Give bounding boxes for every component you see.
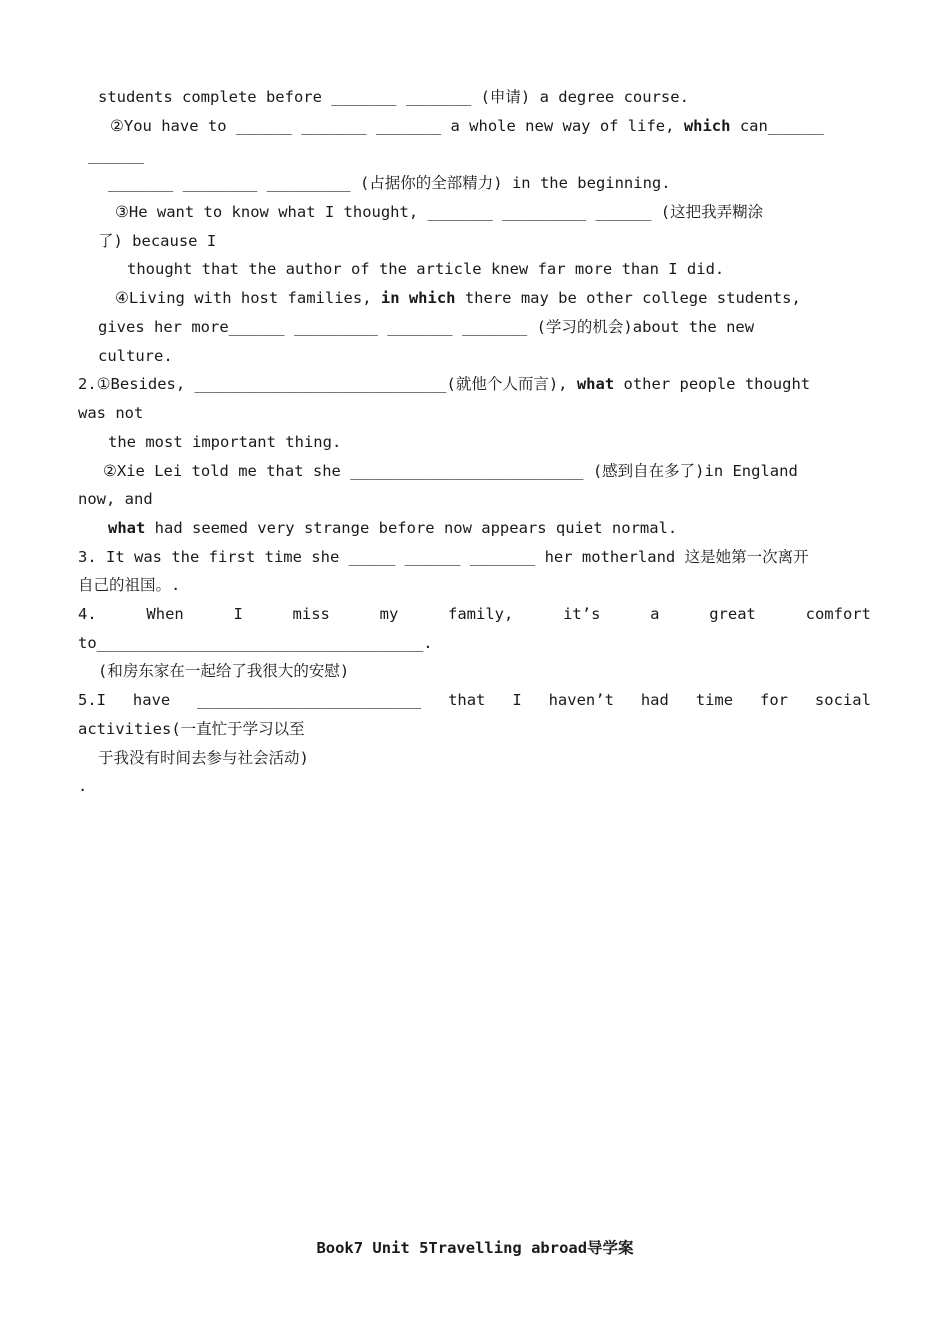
word: When xyxy=(146,605,184,623)
text-line xyxy=(110,116,824,136)
word: I xyxy=(512,691,522,709)
word: had xyxy=(640,691,669,709)
text-fragment: there may be other college students, xyxy=(455,289,801,307)
word: ________________________ xyxy=(197,691,422,709)
text-line: 3. It was the first time she _____ ______ _______ her motherland 这是她第一次离开 xyxy=(78,548,809,566)
word: family, xyxy=(448,605,514,623)
text-line: 了) because I xyxy=(98,232,217,250)
text-line xyxy=(108,518,677,538)
text-line: the most important thing. xyxy=(108,433,342,451)
text-fragment: ④Living with host families, xyxy=(115,289,381,307)
bold-keyword: what xyxy=(108,519,146,537)
word: great xyxy=(709,605,756,623)
text-line: to___________________________________. xyxy=(78,634,433,652)
text-fragment: other people thought xyxy=(614,375,811,393)
word: it’s xyxy=(563,605,601,623)
text-line: now, and xyxy=(78,490,153,508)
word: for xyxy=(760,691,788,709)
word: 4. xyxy=(78,605,97,623)
text-line: culture. xyxy=(98,347,173,365)
word: time xyxy=(695,691,734,709)
text-line: ③He want to know what I thought, _______ _________ ______ (这把我弄糊涂 xyxy=(115,203,764,221)
text-line-justified xyxy=(78,604,871,624)
bold-keyword: in which xyxy=(380,289,456,307)
bold-keyword: what xyxy=(576,375,615,393)
word: that xyxy=(448,691,486,709)
text-line xyxy=(78,374,810,394)
text-line: gives her more______ _________ _______ _______ (学习的机会)about the new xyxy=(98,318,755,336)
page-footer-title: Book7 Unit 5Travelling abroad导学案 xyxy=(316,1239,634,1257)
text-line xyxy=(115,288,801,308)
text-line: 于我没有时间去参与社会活动) xyxy=(98,749,309,767)
bold-keyword: which xyxy=(683,117,731,135)
word: my xyxy=(379,605,399,623)
text-fragment: 2.①Besides, ___________________________(就他个人而言), xyxy=(78,375,577,393)
text-line: was not xyxy=(78,404,144,422)
text-line: thought that the author of the article knew far more than I did. xyxy=(127,260,725,278)
text-line: (和房东家在一起给了我很大的安慰) xyxy=(98,662,350,680)
word: a xyxy=(650,605,660,623)
text-line: ______ xyxy=(88,146,144,164)
text-line: . xyxy=(78,777,88,795)
text-line-justified xyxy=(78,690,871,710)
text-fragment: ②You have to ______ _______ _______ a whole new way of life, xyxy=(110,117,684,135)
word: social xyxy=(814,691,871,709)
text-line: students complete before _______ _______ (申请) a degree course. xyxy=(98,88,689,106)
word: have xyxy=(132,691,171,709)
text-fragment: had seemed very strange before now appears quiet normal. xyxy=(145,519,678,537)
word: haven’t xyxy=(548,691,614,709)
text-line: _______ ________ _________ (占据你的全部精力) in the beginning. xyxy=(108,174,671,192)
text-line: activities(一直忙于学习以至 xyxy=(78,720,305,738)
word: I xyxy=(233,605,243,623)
text-fragment: can______ xyxy=(730,117,824,135)
text-line: ②Xie Lei told me that she _________________________ (感到自在多了)in England xyxy=(103,462,798,480)
text-line: 自己的祖国。. xyxy=(78,576,181,594)
word: comfort xyxy=(805,605,871,623)
word: miss xyxy=(292,605,330,623)
word: 5.I xyxy=(78,691,106,709)
